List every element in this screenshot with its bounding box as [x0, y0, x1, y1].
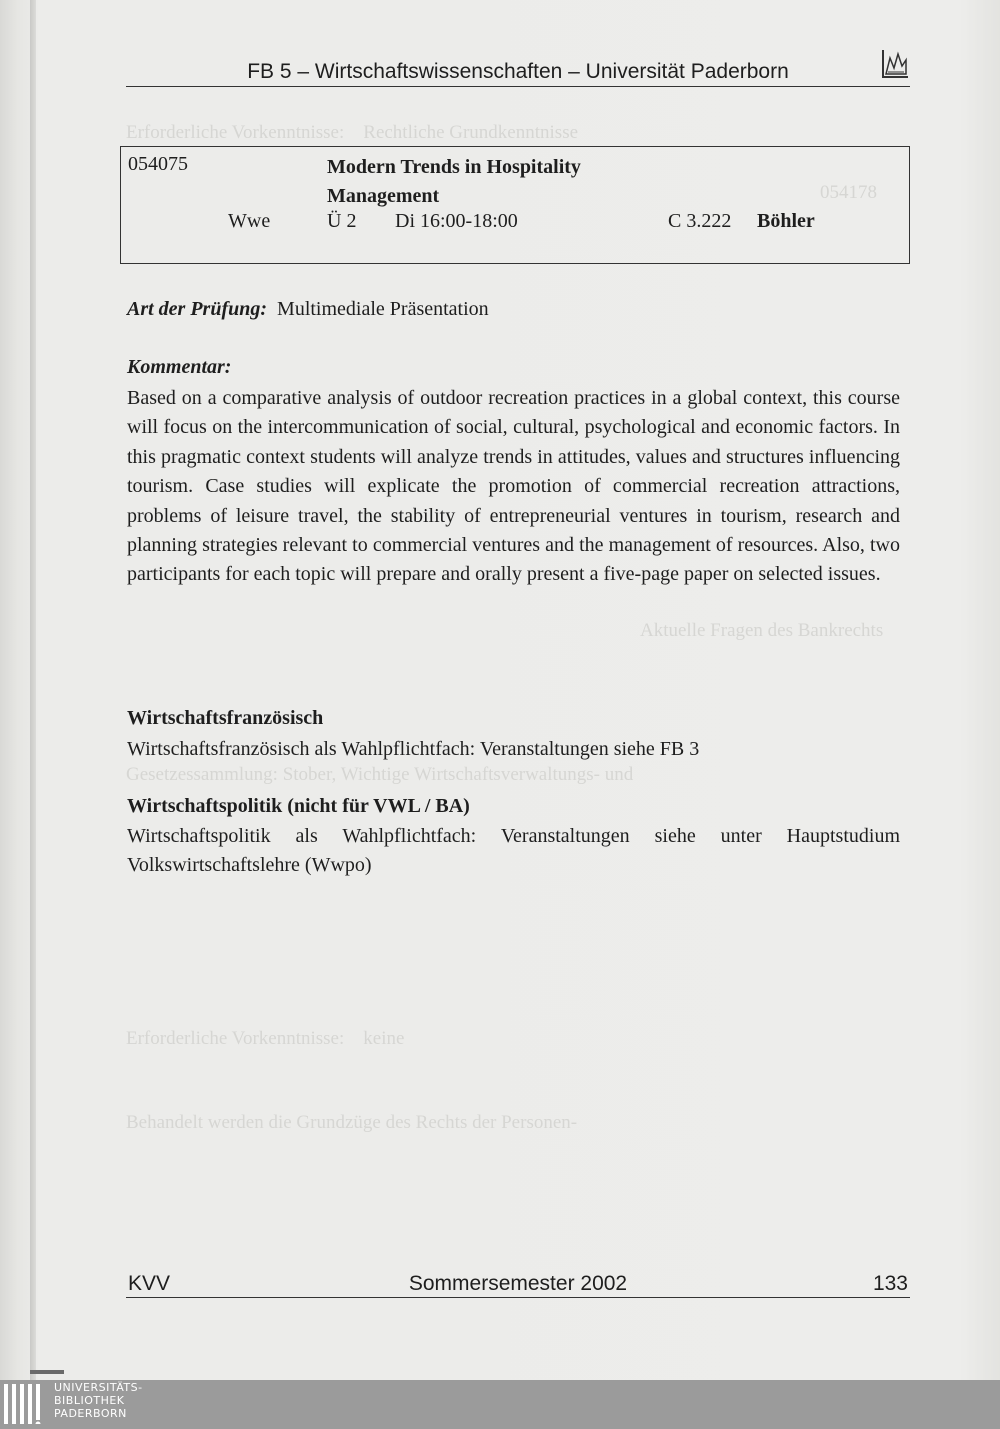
section-title-wirtschaftsfranzoesisch: Wirtschaftsfranzösisch: [127, 707, 324, 729]
exam-type: [127, 298, 489, 321]
course-time: Di 16:00-18:00: [395, 210, 518, 232]
page-binding-shadow: [30, 0, 36, 1380]
exam-value: Multimediale Präsentation: [277, 298, 489, 320]
course-title-line1: Modern Trends in Hospitality: [327, 156, 581, 178]
course-room: C 3.222: [668, 210, 732, 232]
page-footer: [126, 1271, 910, 1298]
show-through-text: Behandelt werden die Grundzüge des Rechts der Personen-: [126, 1112, 578, 1133]
library-name-line1: UNIVERSITÄTS-: [54, 1381, 143, 1394]
footer-semester: Sommersemester 2002: [408, 1272, 628, 1295]
page-header: [126, 58, 910, 87]
library-name: [54, 1381, 143, 1420]
course-abbreviation: Wwe: [228, 210, 271, 232]
course-number: 054075: [128, 153, 188, 175]
kommentar-label: Kommentar:: [127, 356, 232, 378]
show-through-text: 054178: [820, 182, 877, 203]
section-text-wirtschaftsfranzoesisch: Wirtschaftsfranzösisch als Wahlpflichtfach: Veranstaltungen siehe FB 3: [127, 738, 700, 760]
university-logo-icon: [880, 46, 910, 80]
course-info-box: [120, 146, 910, 264]
kommentar-text: Based on a comparative analysis of outdoor recreation practices in a global context, this course will focus on the intercommunication of social, cultural, psychological and economic factors. In this pragmatic context students will analyze trends in attitudes, values and structures influencing tourism. Case studies will explicate the promotion of commercial recreation attractions, problems of leisure travel, the stability of entrepreneurial ventures in tourism, research and planning strategies relevant to commercial ventures and the management of resources. Also, two participants for each topic will prepare and orally present a five-page paper on selected issues.: [127, 387, 900, 586]
show-through-text: Erforderliche Vorkenntnisse: keine: [126, 1028, 405, 1049]
show-through-text: Gesetzessammlung: Stober, Wichtige Wirtschaftsverwaltungs- und: [126, 764, 634, 785]
course-type: Ü 2: [327, 210, 357, 232]
library-name-line3: PADERBORN: [54, 1407, 127, 1420]
section-title-wirtschaftspolitik: Wirtschaftspolitik (nicht für VWL / BA): [127, 795, 470, 817]
library-logo-icon: [4, 1384, 46, 1424]
header-title: FB 5 – Wirtschaftswissenschaften – Universität Paderborn: [247, 60, 789, 83]
course-title-line2: Management: [327, 185, 440, 207]
exam-label: Art der Prüfung:: [127, 298, 268, 320]
show-through-text: Erforderliche Vorkenntnisse: Rechtliche Grundkenntnisse: [126, 122, 579, 143]
page-number: 133: [872, 1272, 908, 1295]
course-title: [327, 153, 657, 211]
library-footer-bar: [0, 1380, 1000, 1429]
course-lecturer: Böhler: [757, 210, 815, 232]
section-text-wirtschaftspolitik: Wirtschaftspolitik als Wahlpflichtfach: Veranstaltungen siehe unter Hauptstudium Volkswirtschaftslehre (Wwpo): [127, 825, 900, 877]
show-through-text: Aktuelle Fragen des Bankrechts: [640, 620, 884, 641]
library-name-line2: BIBLIOTHEK: [54, 1394, 125, 1407]
scan-edge-mark: [30, 1352, 64, 1376]
footer-kvv: KVV: [128, 1272, 171, 1295]
